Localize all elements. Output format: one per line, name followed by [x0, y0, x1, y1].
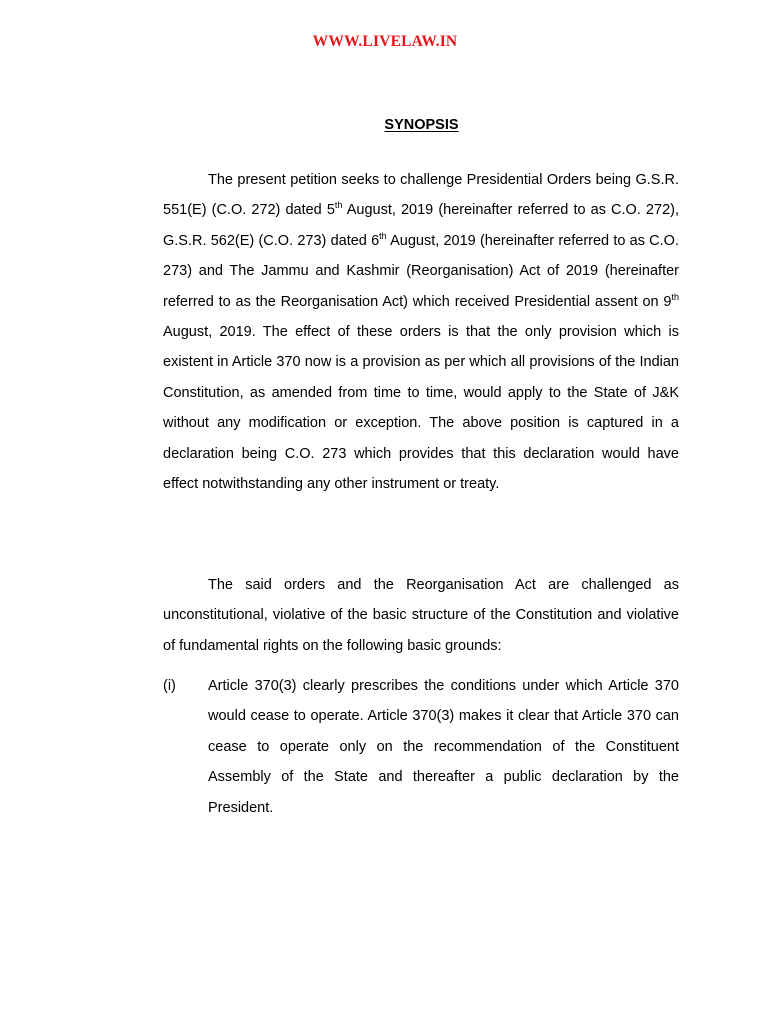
synopsis-paragraph-1 [163, 165, 679, 499]
synopsis-paragraph-2: The said orders and the Reorganisation Act are challenged as unconstitutional, violative of the basic structure of the Constitution and violative of fundamental rights on the following basic grounds: [163, 577, 679, 654]
paragraph-1-text-b: August, 2019 (hereinafter referred to as C.O. 272), G.S.R. 562(E) (C.O. 273) dated 6 [163, 202, 679, 249]
ordinal-suffix: th [379, 230, 387, 241]
ground-text: Article 370(3) clearly prescribes the conditions under which Article 370 would cease to operate. Article 370(3) makes it clear that Article 370 can cease to operate only on the recommendation of the Constituent Assembly of the State and thereafter a public declaration by the President. [208, 678, 679, 816]
paragraph-1-text-d: August, 2019. The effect of these orders is that the only provision which is existent in Article 370 now is a provision as per which all provisions of the Indian Constitution, as amended from time to time, would apply to the State of J&K without any modification or exception. The above position is captured in a declaration being C.O. 273 which provides that this declaration would have effect notwithstanding any other instrument or treaty. [163, 324, 679, 493]
livelaw-watermark: WWW.LIVELAW.IN [312, 33, 458, 50]
paragraph-1-text-c: August, 2019 (hereinafter referred to as C.O. 273) and The Jammu and Kashmir (Reorganisation) Act of 2019 (hereinafter referred to as the Reorganisation Act) which received Presidential assent on 9 [163, 232, 679, 310]
ordinal-suffix: th [671, 291, 679, 302]
paragraph-1-text-a: The present petition seeks to challenge Presidential Orders being G.S.R. 551(E) (C.O. 272) dated 5 [163, 172, 679, 219]
ground-marker: (i) [163, 678, 176, 694]
ordinal-suffix: th [334, 200, 343, 211]
page-title: SYNOPSIS [384, 117, 459, 133]
